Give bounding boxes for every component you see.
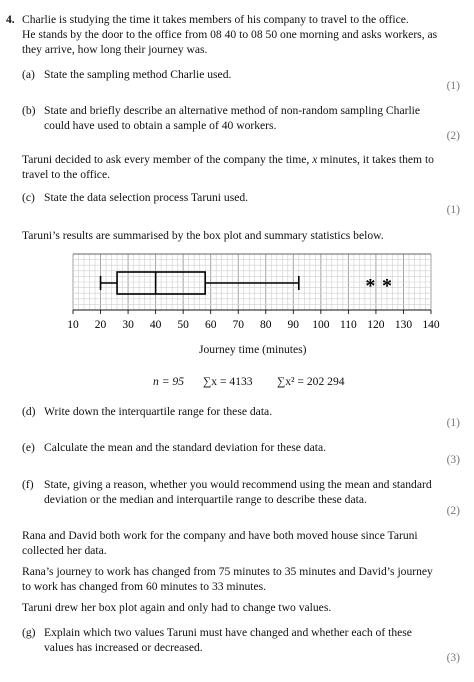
tick-label: 50 — [177, 319, 189, 331]
tick-label: 20 — [94, 319, 107, 331]
part-e-text: Calculate the mean and the standard deviation for these data. — [44, 441, 327, 454]
rana-line-2: collected her data. — [22, 544, 107, 557]
taruni-line-2: travel to the office. — [22, 168, 110, 181]
stat-sum-x2: ∑x² = 202 294 — [277, 375, 345, 388]
part-a-label: (a) — [22, 68, 35, 81]
part-e-label: (e) — [22, 441, 35, 454]
part-e-marks: (3) — [446, 454, 460, 466]
part-b-label: (b) — [22, 104, 36, 117]
part-b-text-1: State and briefly describe an alternative method of non-random sampling Charlie — [44, 104, 421, 117]
part-f-text-2: deviation or the median and interquartile range to describe these data. — [44, 493, 367, 506]
outlier-marker: * — [381, 275, 392, 297]
tick-label: 130 — [394, 319, 413, 331]
tick-label: 10 — [67, 319, 79, 331]
rana-line-1: Rana and David both work for the company and have both moved house since Taruni — [22, 529, 418, 542]
part-b-text-2: could have used to obtain a sample of 40 workers. — [44, 119, 277, 132]
tick-label: 120 — [367, 319, 385, 331]
tick-label: 30 — [122, 319, 134, 331]
tick-label: 40 — [149, 319, 162, 331]
journey-line-2: to work has changed from 60 minutes to 33 minutes. — [22, 580, 267, 593]
part-a-text: State the sampling method Charlie used. — [44, 68, 232, 81]
tick-label: 90 — [287, 319, 300, 331]
outlier-marker: * — [365, 275, 376, 297]
results-intro: Taruni’s results are summarised by the box plot and summary statistics below. — [22, 229, 384, 242]
intro-line-3: they arrive, how long their journey was. — [22, 43, 208, 56]
part-g-text-2: values has increased or decreased. — [44, 641, 203, 654]
x-axis-label: Journey time (minutes) — [199, 343, 307, 356]
part-a-marks: (1) — [446, 80, 460, 92]
tick-label: 140 — [422, 319, 440, 331]
part-c-marks: (1) — [446, 204, 460, 216]
part-d-text: Write down the interquartile range for these data. — [44, 405, 273, 418]
question-number: 4. — [6, 13, 15, 26]
redraw-line: Taruni drew her box plot again and only had to change two values. — [22, 601, 332, 614]
part-f-marks: (2) — [446, 505, 460, 517]
part-g-text-1: Explain which two values Taruni must have changed and whether each of these — [44, 626, 412, 639]
stat-n: n = 95 — [153, 375, 185, 388]
tick-label: 100 — [312, 319, 330, 331]
stat-sum-x: ∑x = 4133 — [203, 375, 253, 388]
tick-label: 110 — [339, 319, 357, 331]
intro-line-1: Charlie is studying the time it takes members of his company to travel to the office. — [22, 13, 409, 26]
part-g-marks: (3) — [446, 652, 460, 664]
part-f-text-1: State, giving a reason, whether you would recommend using the mean and standard — [44, 478, 432, 491]
tick-label: 60 — [204, 319, 217, 331]
part-c-label: (c) — [22, 191, 35, 204]
part-g-label: (g) — [22, 626, 36, 639]
part-c-text: State the data selection process Taruni used. — [44, 191, 249, 204]
part-d-label: (d) — [22, 405, 36, 418]
tick-label: 70 — [232, 319, 244, 331]
part-d-marks: (1) — [446, 417, 460, 429]
part-b-marks: (2) — [446, 130, 460, 142]
part-f-label: (f) — [22, 478, 34, 491]
taruni-line-1: Taruni decided to ask every member of the company the time, x minutes, it takes them to — [22, 153, 434, 166]
journey-line-1: Rana’s journey to work has changed from 75 minutes to 35 minutes and David’s journey — [22, 565, 433, 578]
tick-label: 80 — [260, 319, 272, 331]
intro-line-2: He stands by the door to the office from 08 40 to 08 50 one morning and asks workers, as — [22, 28, 438, 41]
